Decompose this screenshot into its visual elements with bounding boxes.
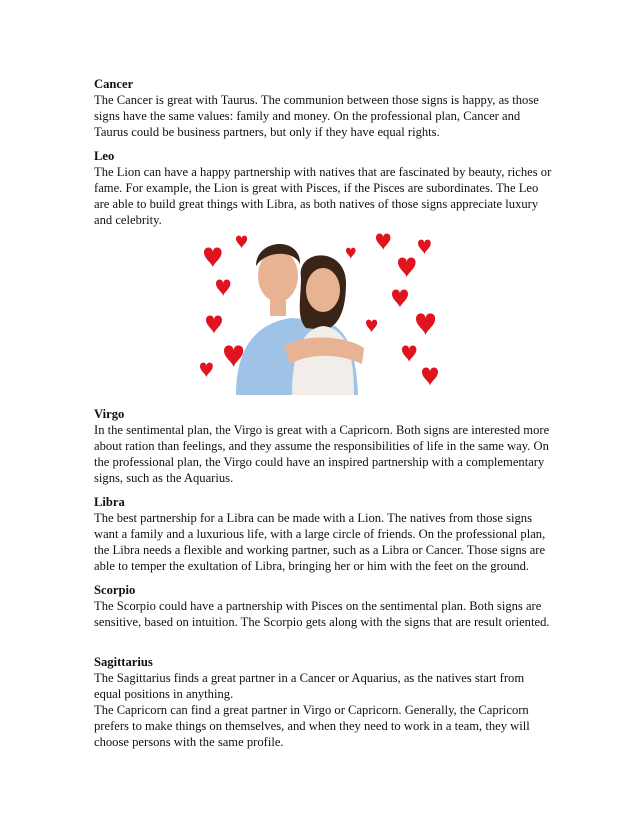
couple-illustration xyxy=(196,228,441,395)
section-paragraph: The Lion can have a happy partnership with natives that are fascinated by beauty, riches or fame. For example, the Lion is great with Pisces, if the Pisces are subordinates. The Leo are able to build great things with Libra, as both natives of those signs appreciate luxury and celebrity. xyxy=(94,165,552,227)
section-paragraph: The Cancer is great with Taurus. The communion between those signs is happy, as those signs have the same values: family and money. On the professional plan, Cancer and Taurus could be business partners, but only if they have equal rights. xyxy=(94,93,539,139)
section-heading: Cancer xyxy=(94,77,134,91)
section-paragraph: The Scorpio could have a partnership with Pisces on the sentimental plan. Both signs are sensitive, based on intuition. The Scorpio gets along with the signs that are result oriented. xyxy=(94,599,550,629)
section-scorpio xyxy=(94,582,554,630)
section-heading: Scorpio xyxy=(94,583,136,597)
section-cancer xyxy=(94,76,554,140)
section-sagittarius xyxy=(94,654,554,750)
couple-hearts-photo xyxy=(196,228,441,395)
woman-face xyxy=(306,268,340,312)
section-paragraph: The Sagittarius finds a great partner in a Cancer or Aquarius, as the natives start from equal positions in anything. xyxy=(94,671,525,701)
section-heading: Leo xyxy=(94,149,115,163)
section-leo xyxy=(94,148,554,228)
section-paragraph: In the sentimental plan, the Virgo is great with a Capricorn. Both signs are interested more about ration than feelings, and they assume the responsibilities of life in the same way. On the professional plan, the Virgo could have an inspired partnership with a complementary signs, such as the Aquarius. xyxy=(94,423,550,485)
man-neck xyxy=(270,298,286,316)
section-heading: Virgo xyxy=(94,407,125,421)
section-heading: Sagittarius xyxy=(94,655,153,669)
section-paragraph: The best partnership for a Libra can be made with a Lion. The natives from those signs want a family and a luxurious life, with a large circle of friends. On the professional plan, the Libra needs a flexible and working partner, such as a Libra or Cancer. Those signs are able to temper the exultation of Libra, bringing her or him with the feet on the ground. xyxy=(94,511,546,573)
section-virgo xyxy=(94,406,554,486)
section-heading: Libra xyxy=(94,495,125,509)
section-libra xyxy=(94,494,554,574)
section-paragraph: The Capricorn can find a great partner in Virgo or Capricorn. Generally, the Capricorn prefers to make things on themselves, and when they need to work in a team, they will choose persons with the same profile. xyxy=(94,703,530,749)
